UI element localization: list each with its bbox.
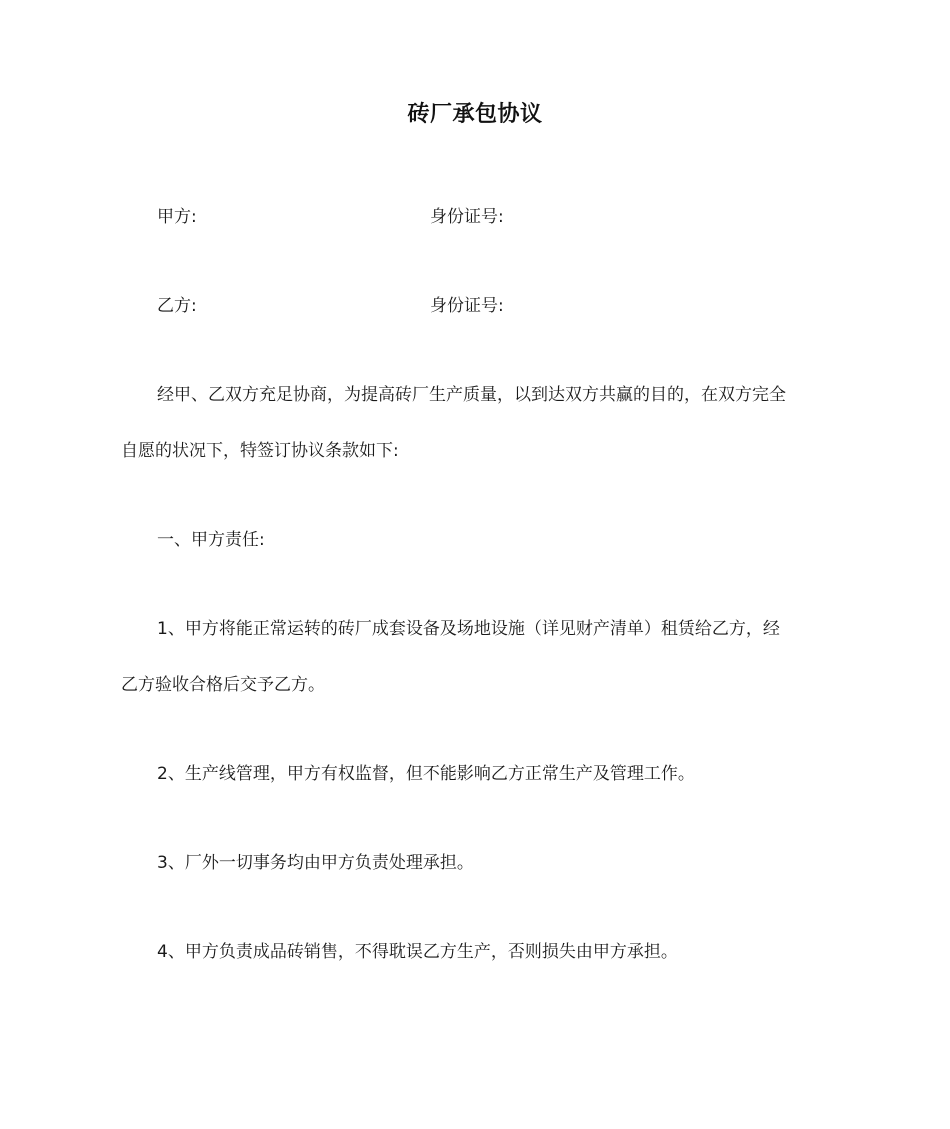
party-b-id-label: 身份证号: <box>430 296 504 316</box>
intro-line-1: 经甲、乙双方充足协商，为提高砖厂生产质量，以到达双方共赢的目的，在双方完全 <box>157 385 786 405</box>
party-a-label: 甲方: <box>157 207 197 227</box>
clause-2: 2、生产线管理，甲方有权监督，但不能影响乙方正常生产及管理工作。 <box>157 764 695 784</box>
clause-1-line-2: 乙方验收合格后交予乙方。 <box>121 675 325 695</box>
clause-4: 4、甲方负责成品砖销售，不得耽误乙方生产，否则损失由甲方承担。 <box>157 942 678 962</box>
clause-1-line-1: 1、甲方将能正常运转的砖厂成套设备及场地设施（详见财产清单）租赁给乙方，经 <box>157 619 780 639</box>
party-a-id-label: 身份证号: <box>430 207 504 227</box>
intro-line-2: 自愿的状况下，特签订协议条款如下: <box>121 441 399 461</box>
clause-3: 3、厂外一切事务均由甲方负责处理承担。 <box>157 853 474 873</box>
party-b-label: 乙方: <box>157 296 197 316</box>
section-1-heading: 一、甲方责任: <box>157 530 265 550</box>
document-title: 砖厂承包协议 <box>407 102 543 127</box>
